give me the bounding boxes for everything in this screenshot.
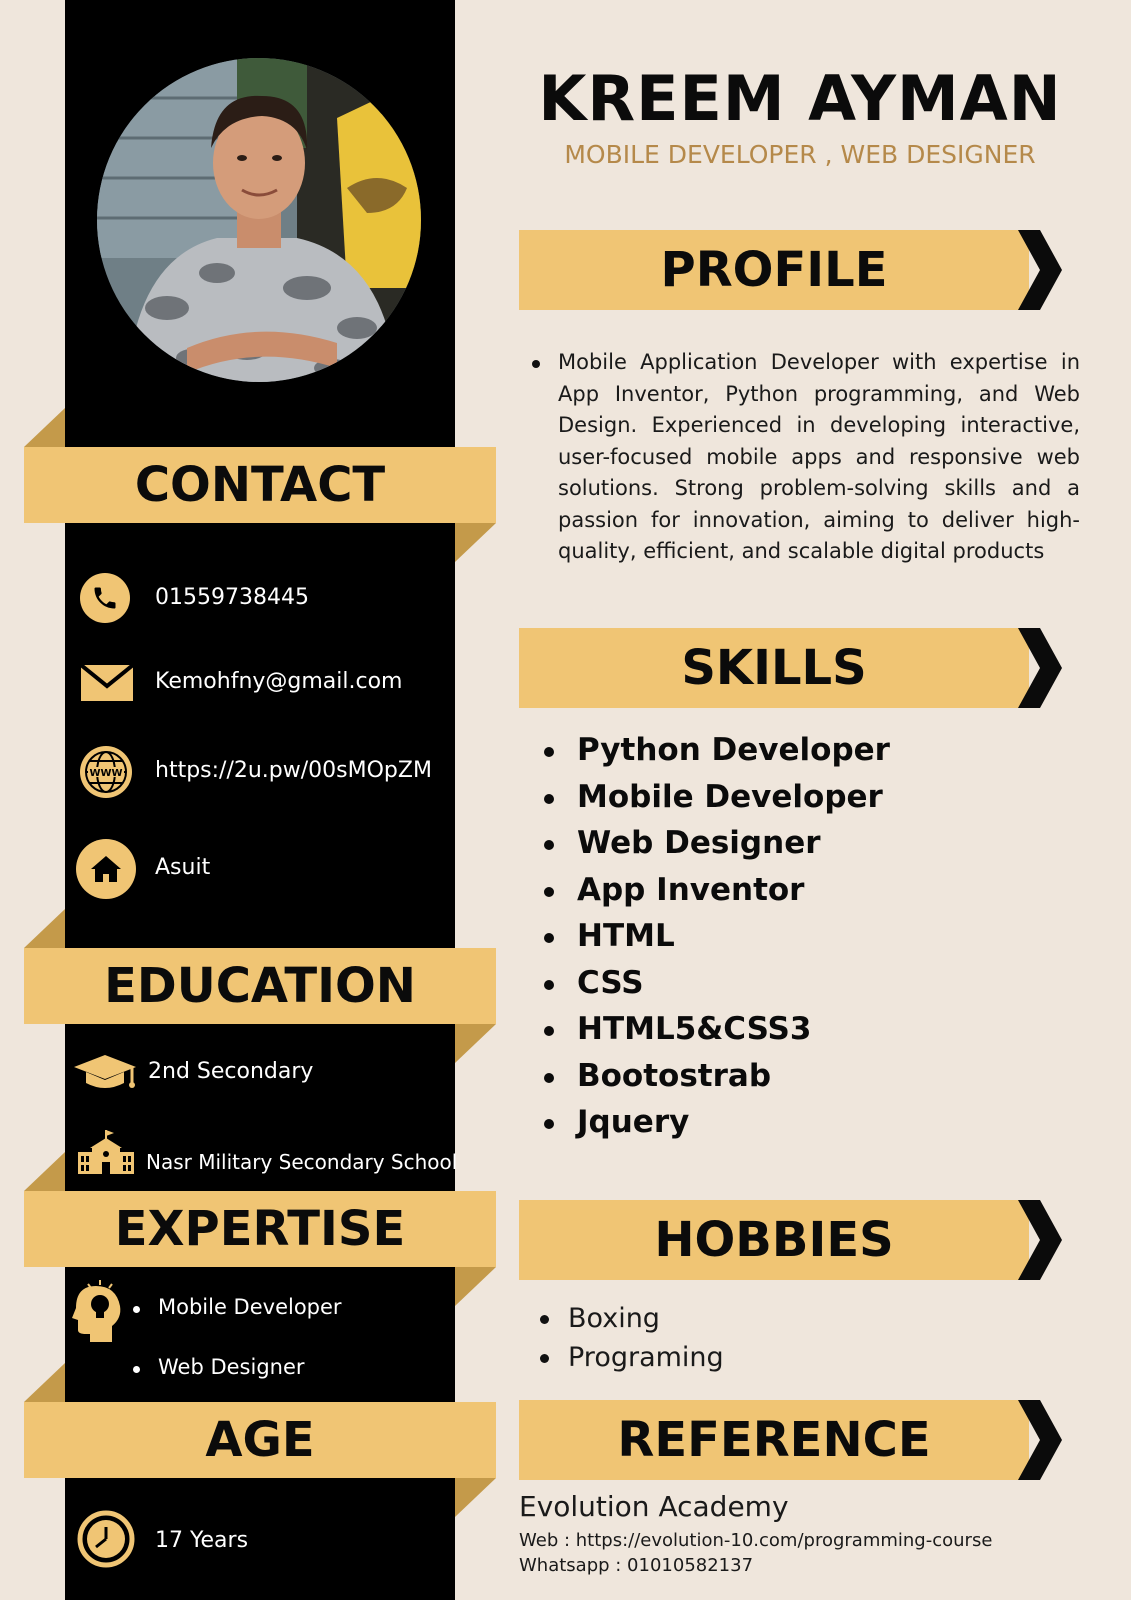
phone-number: 01559738445 <box>155 585 309 610</box>
envelope-icon <box>80 664 134 707</box>
profile-heading: PROFILE <box>519 230 1029 310</box>
age-text: 17 Years <box>155 1528 249 1553</box>
skill-item: HTML <box>540 913 890 960</box>
skills-list <box>540 727 890 1146</box>
profile-section-header <box>519 230 1064 310</box>
contact-website <box>155 758 432 783</box>
age-heading: AGE <box>24 1402 496 1478</box>
contact-phone <box>155 585 309 610</box>
skill-item: Bootostrab <box>540 1053 890 1100</box>
education-level <box>148 1059 313 1084</box>
chevron-right-icon <box>1016 628 1064 708</box>
ribbon-fold <box>455 1267 496 1306</box>
graduation-cap-icon <box>72 1053 138 1098</box>
bullet <box>532 360 540 368</box>
skill-item: HTML5&CSS3 <box>540 1006 890 1053</box>
expertise-item: Web Designer <box>130 1355 342 1379</box>
website-url[interactable]: https://2u.pw/00sMOpZM <box>155 758 432 783</box>
hobby-item: Programing <box>535 1338 724 1377</box>
full-name: KREEM AYMAN <box>538 62 1062 135</box>
head-lightbulb-icon <box>72 1280 124 1347</box>
chevron-right-icon <box>1016 230 1064 310</box>
education-heading: EDUCATION <box>24 948 496 1024</box>
profile-photo <box>97 58 421 382</box>
expertise-list <box>130 1295 342 1379</box>
phone-icon <box>80 573 130 623</box>
hobbies-list <box>535 1299 724 1377</box>
school-name: Nasr Military Secondary School <box>146 1150 458 1174</box>
contact-email <box>155 669 403 694</box>
hobbies-section-header <box>519 1200 1064 1280</box>
skill-item: App Inventor <box>540 867 890 914</box>
skill-item: Jquery <box>540 1099 890 1146</box>
age-value <box>155 1528 248 1553</box>
skill-item: Python Developer <box>540 727 890 774</box>
education-school <box>146 1150 457 1174</box>
skill-item: Web Designer <box>540 820 890 867</box>
hobby-item: Boxing <box>535 1299 724 1338</box>
home-icon <box>76 839 136 899</box>
skill-item: CSS <box>540 960 890 1007</box>
email-address: Kemohfny@gmail.com <box>155 669 403 694</box>
person-illustration <box>97 58 421 382</box>
chevron-right-icon <box>1016 1200 1064 1280</box>
ribbon-fold <box>455 1478 496 1517</box>
job-title: MOBILE DEVELOPER , WEB DESIGNER <box>564 140 1036 169</box>
svg-text:WWW: WWW <box>89 768 123 779</box>
contact-heading: CONTACT <box>24 447 496 523</box>
reference-whatsapp: Whatsapp : 01010582137 <box>519 1555 754 1576</box>
profile-summary: Mobile Application Developer with expertise in App Inventor, Python programming, and Web Design. Experienced in developing interactive, user-focused mobile apps and responsive web solutions. Strong problem-solving skills and a passion for innovation, aiming to deliver high-quality, efficient, and scalable digital products <box>558 350 1080 563</box>
reference-web[interactable]: Web : https://evolution-10.com/programming-course <box>519 1530 993 1551</box>
reference-name: Evolution Academy <box>519 1490 789 1523</box>
globe-www-icon <box>80 746 132 798</box>
ribbon-fold <box>24 408 65 447</box>
contact-location <box>155 855 210 880</box>
chevron-right-icon <box>1016 1400 1064 1480</box>
expertise-heading: EXPERTISE <box>24 1191 496 1267</box>
location-text: Asuit <box>155 855 211 880</box>
ribbon-fold <box>24 1363 65 1402</box>
hobbies-heading: HOBBIES <box>519 1200 1029 1280</box>
skills-heading: SKILLS <box>519 628 1029 708</box>
school-building-icon <box>76 1128 136 1181</box>
ribbon-fold <box>24 909 65 948</box>
reference-section-header <box>519 1400 1064 1480</box>
skills-section-header <box>519 628 1064 708</box>
skill-item: Mobile Developer <box>540 774 890 821</box>
expertise-item: Mobile Developer <box>130 1295 342 1319</box>
ribbon-fold <box>455 1024 496 1063</box>
ribbon-fold <box>455 523 496 562</box>
clock-icon <box>76 1509 136 1574</box>
ribbon-fold <box>24 1152 65 1191</box>
education-level-text: 2nd Secondary <box>148 1059 314 1084</box>
reference-heading: REFERENCE <box>519 1400 1029 1480</box>
